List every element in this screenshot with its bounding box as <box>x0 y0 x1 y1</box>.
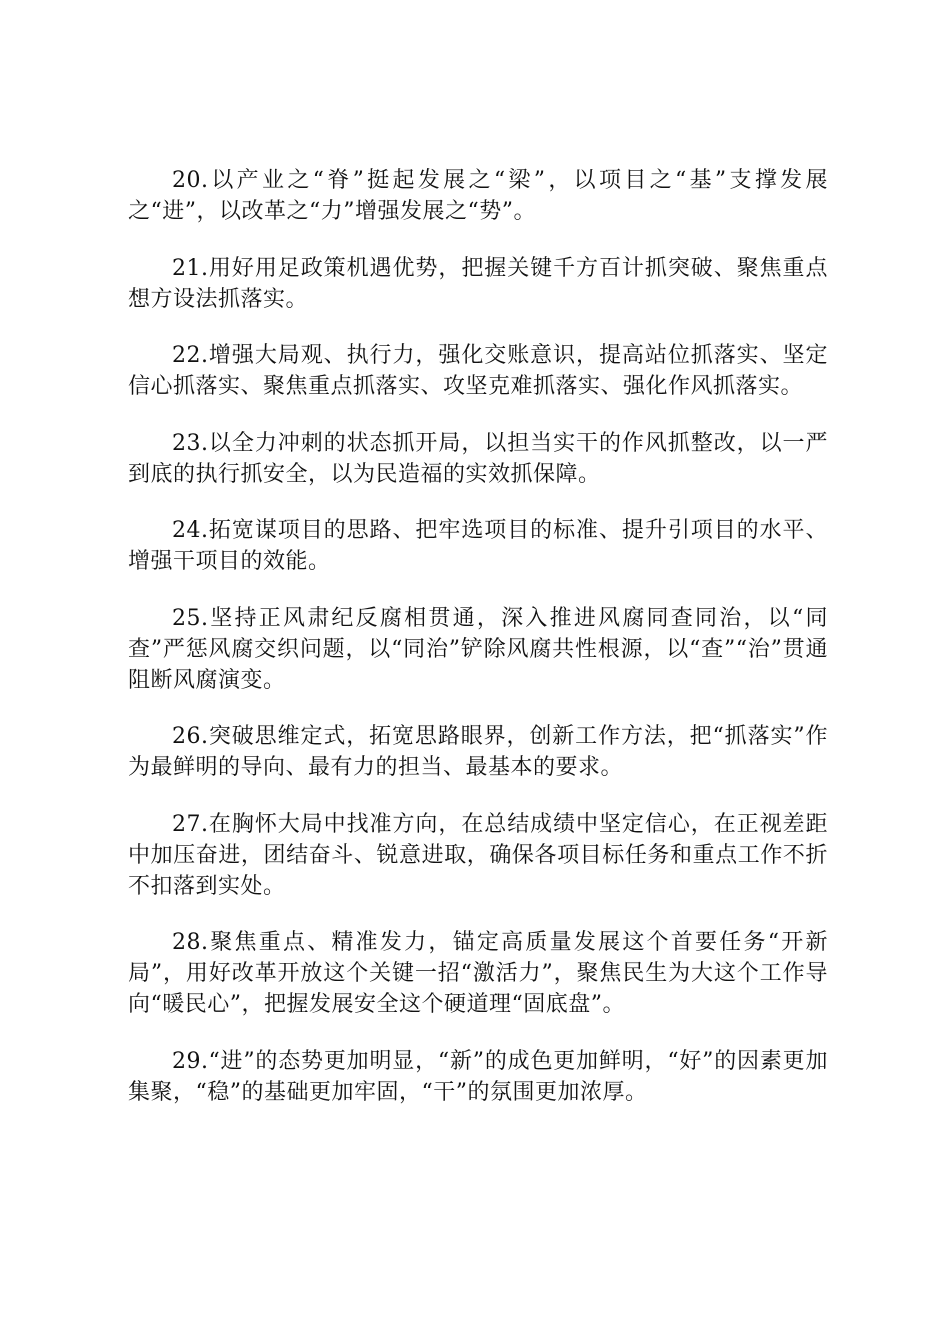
paragraph-25: 25.坚持正风肃纪反腐相贯通，深入推进风腐同查同治，以“同查”严惩风腐交织问题，以“同治”铲除风腐共性根源，以“查”“治”贯通阻断风腐演变。 <box>128 605 828 693</box>
paragraph-24: 24.拓宽谋项目的思路、把牢选项目的标准、提升引项目的水平、增强干项目的效能。 <box>128 518 828 574</box>
paragraph-23: 23.以全力冲刺的状态抓开局，以担当实干的作风抓整改，以一严到底的执行抓安全，以为民造福的实效抓保障。 <box>128 430 828 487</box>
paragraph-22: 22.增强大局观、执行力，强化交账意识，提高站位抓落实、坚定信心抓落实、聚焦重点抓落实、攻坚克难抓落实、强化作风抓落实。 <box>128 343 828 399</box>
paragraph-20: 20.以产业之“脊”挺起发展之“梁”，以项目之“基”支撑发展之“进”，以改革之“力”增强发展之“势”。 <box>128 168 828 224</box>
paragraph-29: 29.“进”的态势更加明显，“新”的成色更加鲜明，“好”的因素更加集聚，“稳”的基础更加牢固，“干”的氛围更加浓厚。 <box>128 1048 828 1105</box>
paragraph-21: 21.用好用足政策机遇优势，把握关键千方百计抓突破、聚焦重点想方设法抓落实。 <box>128 255 828 312</box>
paragraph-26: 26.突破思维定式，拓宽思路眼界，创新工作方法，把“抓落实”作为最鲜明的导向、最有力的担当、最基本的要求。 <box>128 724 828 780</box>
document-body <box>128 165 828 1133</box>
paragraph-28: 28.聚焦重点、精准发力，锚定高质量发展这个首要任务“开新局”，用好改革开放这个关键一招“激活力”，聚焦民生为大这个工作导向“暖民心”，把握发展安全这个硬道理“固底盘”。 <box>128 930 828 1017</box>
paragraph-27: 27.在胸怀大局中找准方向，在总结成绩中坚定信心，在正视差距中加压奋进，团结奋斗、锐意进取，确保各项目标任务和重点工作不折不扣落到实处。 <box>128 811 828 899</box>
